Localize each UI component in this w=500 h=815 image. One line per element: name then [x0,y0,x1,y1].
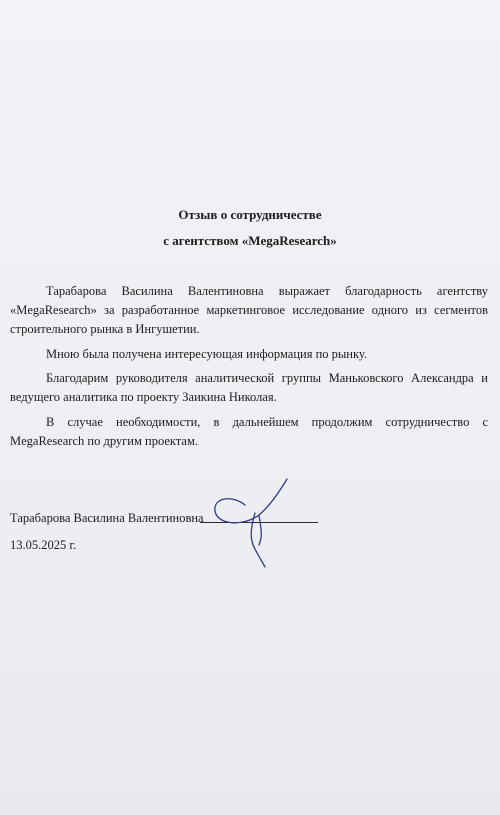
paragraph-gratitude: Тарабарова Василина Валентиновна выражает благодарность агентству «MegaResearch» за разработанное маркетинговое исследование одного из сегментов строительного рынка в Ингушетии. [10,284,488,336]
document-title: Отзыв о сотрудничестве [178,207,322,222]
handwritten-signature [205,475,295,570]
document-subtitle: с агентством «MegaResearch» [163,233,337,248]
paragraph-future: В случае необходимости, в дальнейшем продолжим сотрудничество с MegaResearch по другим проектам. [10,415,488,448]
signatory-name: Тарабарова Василина Валентиновна [10,511,204,525]
document-date: 13.05.2025 г. [10,538,77,552]
paragraph-info: Мною была получена интересующая информация по рынку. [46,347,368,361]
paragraph-thanks: Благодарим руководителя аналитической группы Маньковского Александра и ведущего аналитика по проекту Заикина Николая. [10,371,488,404]
